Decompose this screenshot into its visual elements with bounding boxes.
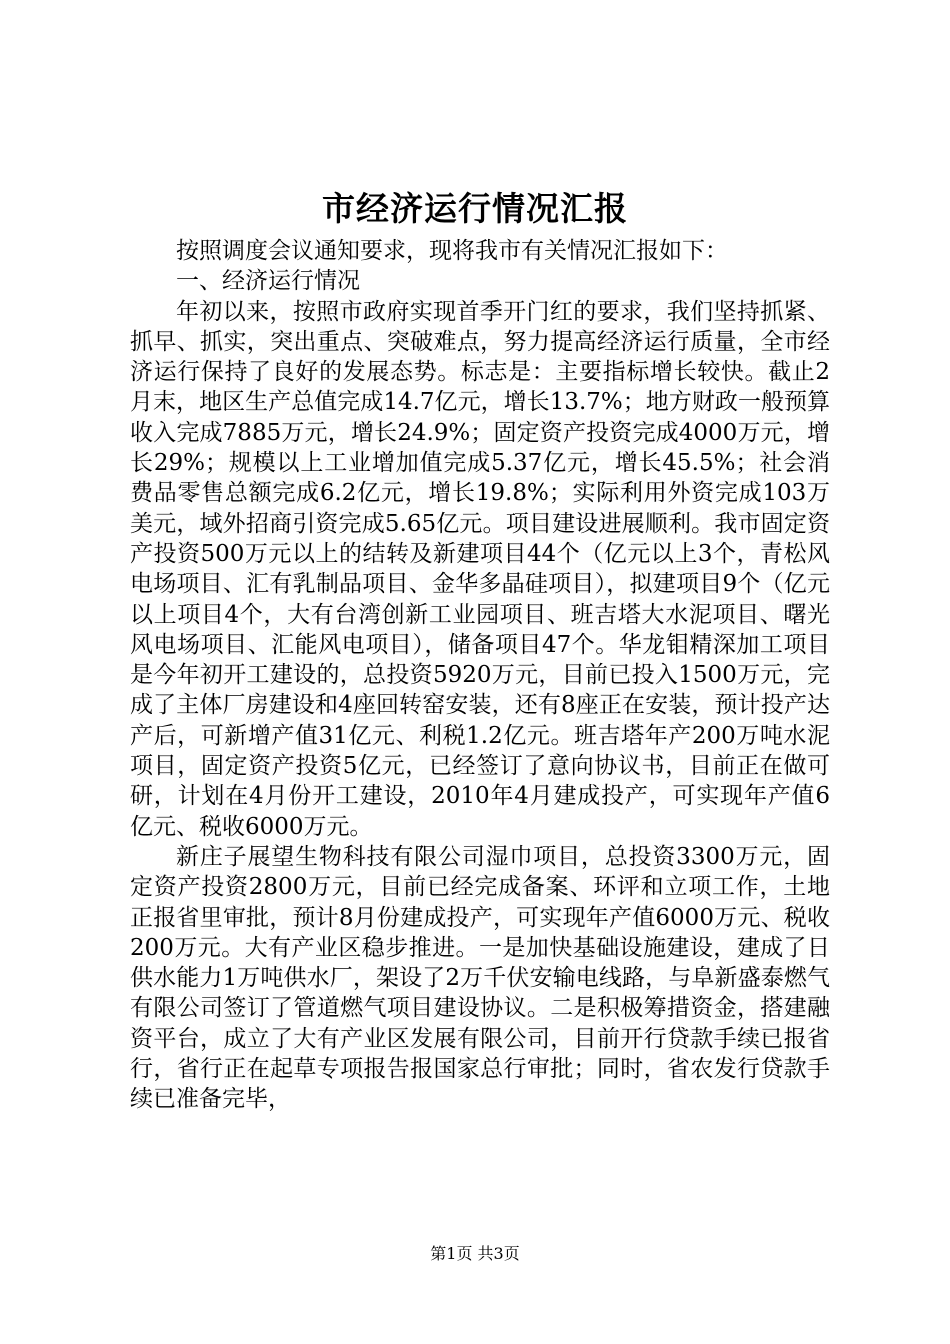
body-paragraph-2: 新庄子展望生物科技有限公司湿巾项目，总投资3300万元，固定资产投资2800万元，目前已经完成备案、环评和立项工作，土地正报省里审批，预计8月份建成投产，可实现年产值6000万元、税收200万元。大有产业区稳步推进。一是加快基础设施建设，建成了日供水能力1万吨供水厂，架设了2万千伏安输电线路，与阜新盛泰燃气有限公司签订了管道燃气项目建设协议。二是积极筹措资金，搭建融资平台，成立了大有产业区发展有限公司，目前开行贷款手续已报省行，省行正在起草专项报告报国家总行审批；同时，省农发行贷款手续已准备完毕， xyxy=(130,843,830,1113)
document-title: 市经济运行情况汇报 xyxy=(322,189,628,228)
section-heading: 一、经济运行情况 xyxy=(176,268,360,295)
intro-paragraph: 按照调度会议通知要求，现将我市有关情况汇报如下： xyxy=(176,238,728,264)
document-body xyxy=(130,236,830,1115)
page-footer: 第1页 共3页 xyxy=(430,1244,520,1263)
body-paragraph-1: 年初以来，按照市政府实现首季开门红的要求，我们坚持抓紧、抓早、抓实，突出重点、突破难点，努力提高经济运行质量，全市经济运行保持了良好的发展态势。标志是：主要指标增长较快。截止2月末，地区生产总值完成14.7亿元，增长13.7%；地方财政一般预算收入完成7885万元，增长24.9%；固定资产投资完成4000万元，增长29%；规模以上工业增加值完成5.37亿元，增长45.5%；社会消费品零售总额完成6.2亿元，增长19.8%；实际利用外资完成103万美元，域外招商引资完成5.65亿元。项目建设进展顺利。我市固定资产投资500万元以上的结转及新建项目44个（亿元以上3个，青松风电场项目、汇有乳制品项目、金华多晶硅项目），拟建项目9个（亿元以上项目4个，大有台湾创新工业园项目、班吉塔大水泥项目、曙光风电场项目、汇能风电项目），储备项目47个。华龙钼精深加工项目是今年初开工建设的，总投资5920万元，目前已投入1500万元，完成了主体厂房建设和4座回转窑安装，还有8座正在安装，预计投产达产后，可新增产值31亿元、利税1.2亿元。班吉塔年产200万吨水泥项目，固定资产投资5亿元，已经签订了意向协议书，目前正在做可研，计划在4月份开工建设，2010年4月建成投产，可实现年产值6亿元、税收6000万元。 xyxy=(130,298,830,840)
